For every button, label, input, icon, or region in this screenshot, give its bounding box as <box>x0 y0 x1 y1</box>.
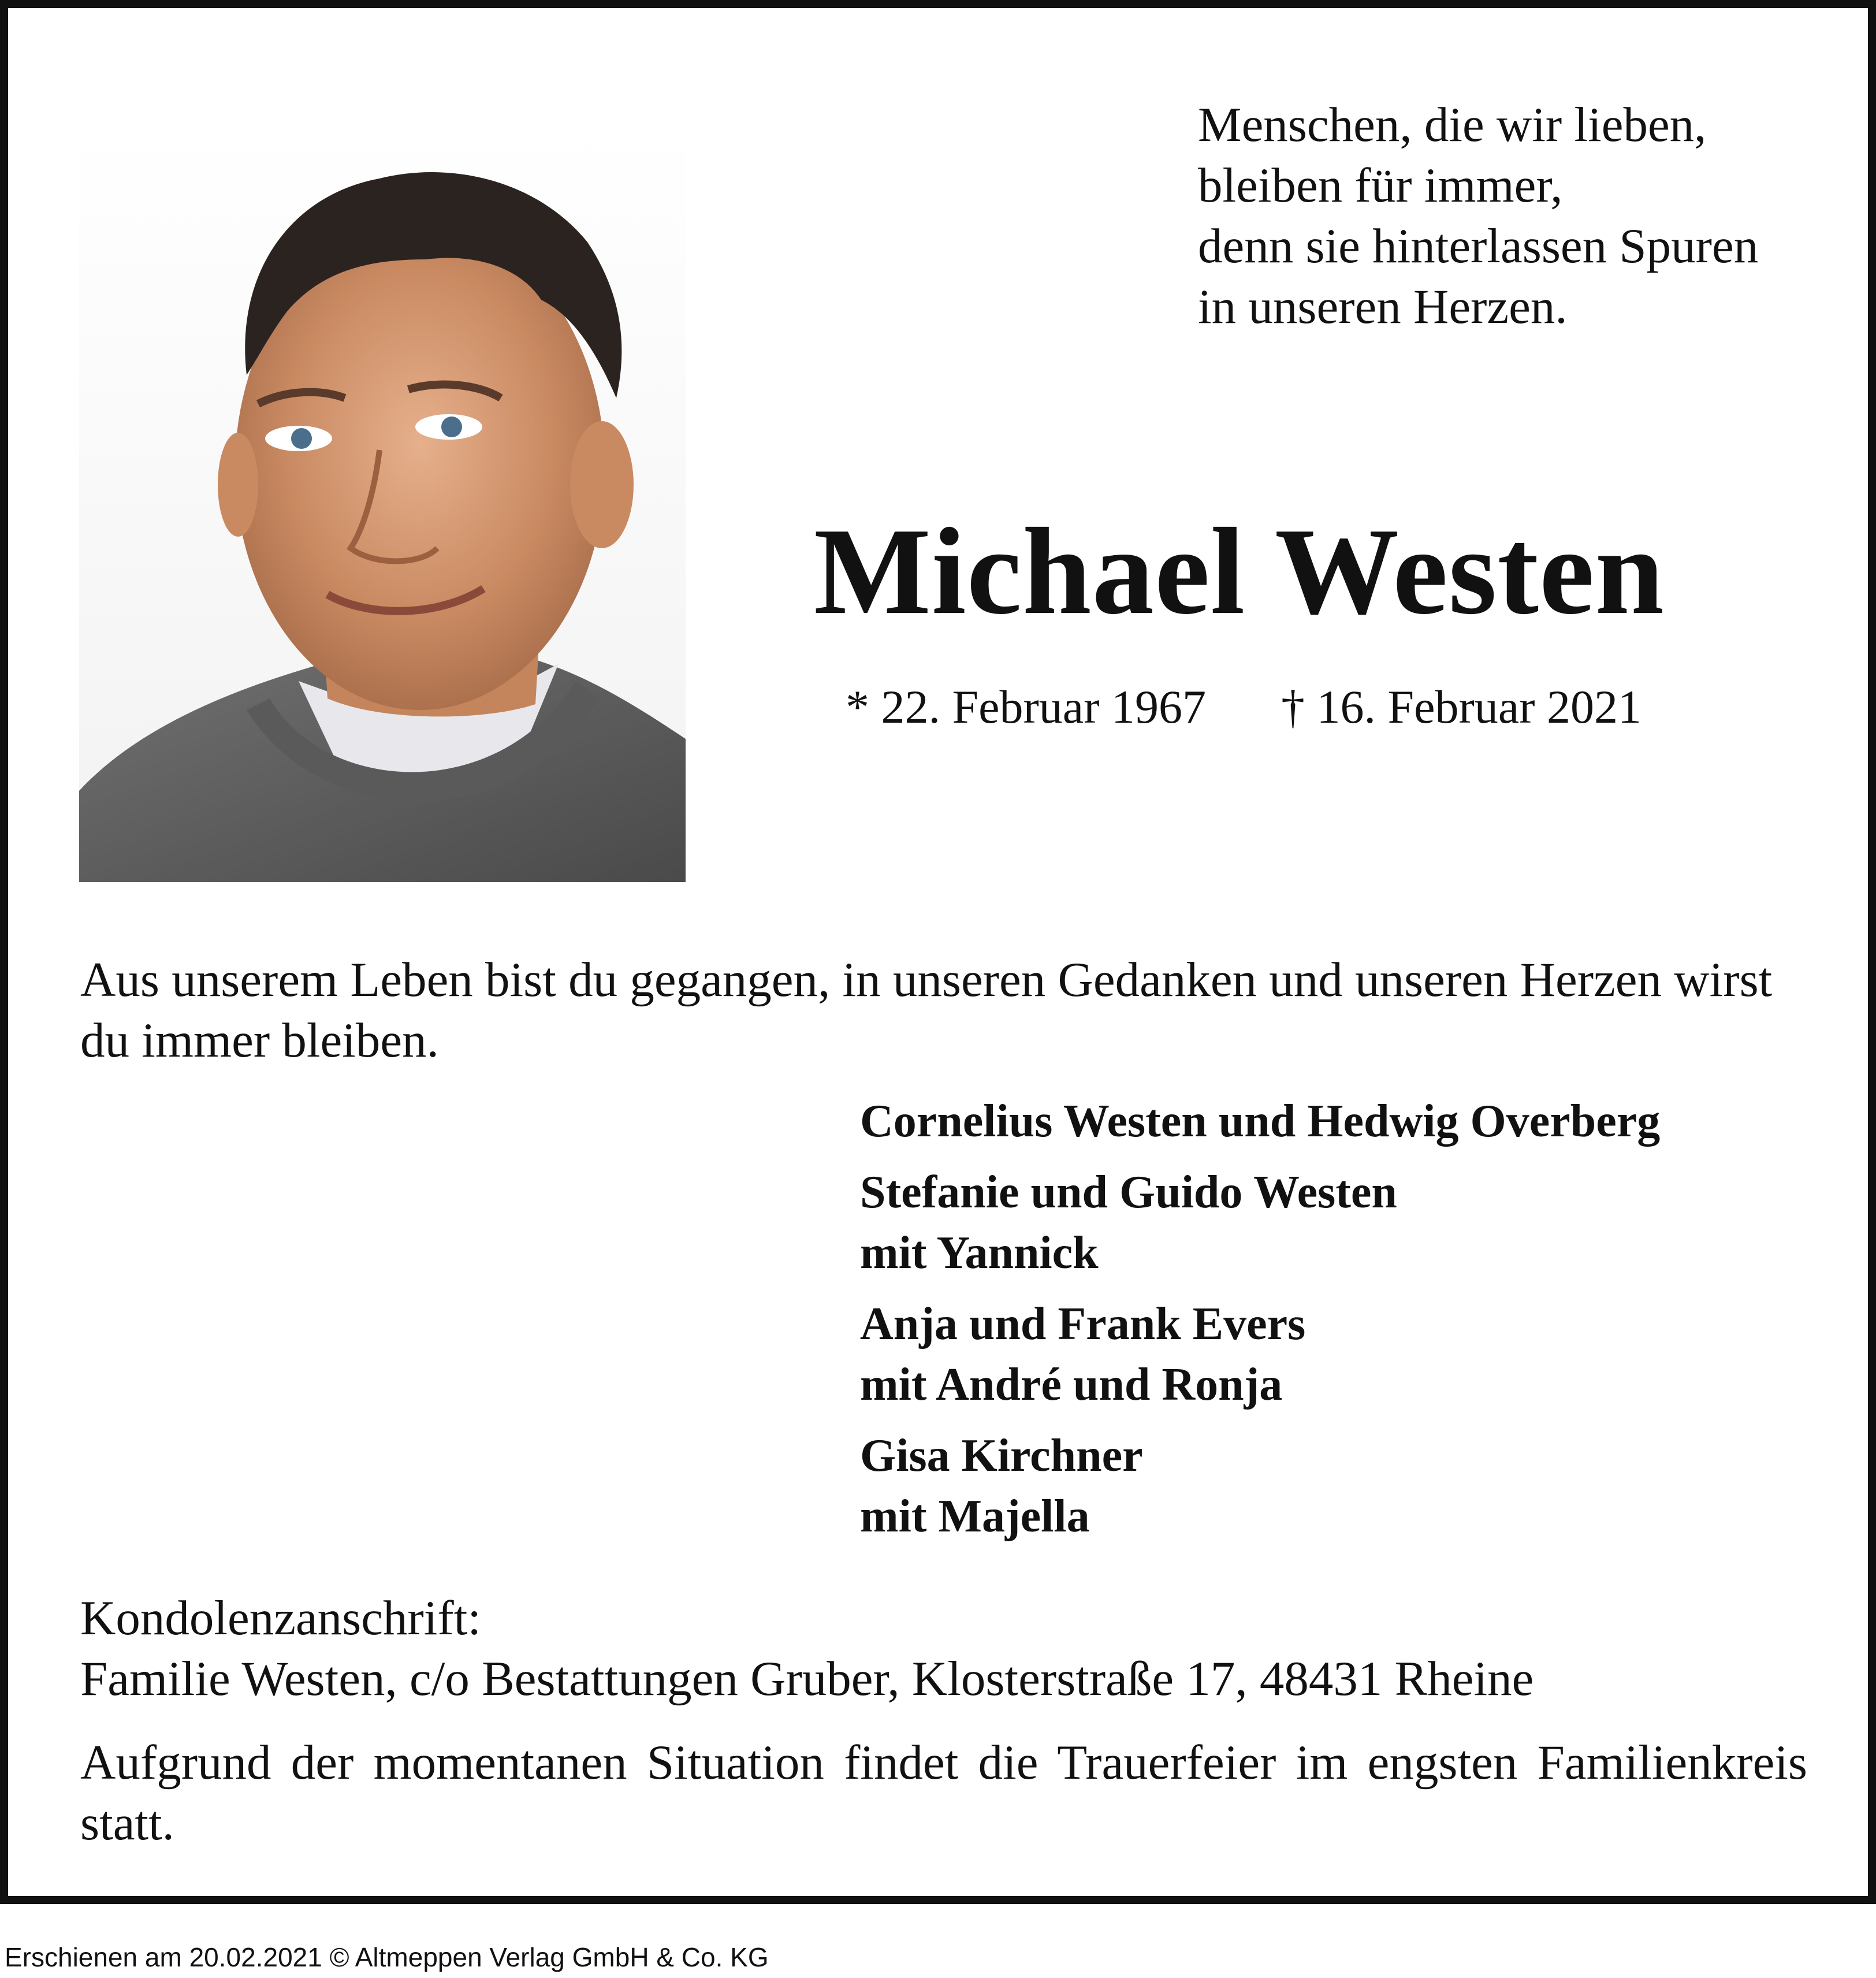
life-dates <box>846 678 1642 736</box>
family-line: mit Yannick <box>860 1228 1099 1278</box>
poem <box>1198 95 1758 337</box>
poem-line: bleiben für immer, <box>1198 158 1563 213</box>
portrait-photo <box>79 127 686 882</box>
intro-text: Aus unserem Leben bist du gegangen, in unseren Gedanken und unseren Herzen wirst du immer bleiben. <box>80 953 1773 1068</box>
deceased-name: Michael Westen <box>814 502 1665 640</box>
publication-footer: Erschienen am 20.02.2021 © Altmeppen Verlag GmbH & Co. KG <box>5 1942 769 1972</box>
family-line: mit Majella <box>860 1491 1090 1542</box>
family-group <box>860 1091 1660 1152</box>
family-group <box>860 1294 1660 1415</box>
portrait-image <box>79 127 686 882</box>
poem-line: in unseren Herzen. <box>1198 280 1568 334</box>
address-label: Kondolenzanschrift: <box>80 1591 481 1645</box>
death-date: † 16. Februar 2021 <box>1281 681 1642 733</box>
poem-line: denn sie hinterlassen Spuren <box>1198 219 1759 273</box>
family-group <box>860 1426 1660 1547</box>
family-line: Gisa Kirchner <box>860 1430 1143 1481</box>
poem-line: Menschen, die wir lieben, <box>1198 98 1707 152</box>
family-group <box>860 1162 1660 1284</box>
family-line: mit André und Ronja <box>860 1359 1283 1410</box>
address-text: Familie Westen, c/o Bestattungen Gruber, Klosterstraße 17, 48431 Rheine <box>80 1652 1534 1706</box>
family-line: Cornelius Westen und Hedwig Overberg <box>860 1096 1661 1147</box>
funeral-notice: Aufgrund der momentanen Situation findet die Trauerfeier im engsten Familienkreis statt. <box>80 1735 1807 1850</box>
family-signatures <box>860 1091 1660 1557</box>
condolence-address <box>80 1588 1533 1709</box>
birth-date: * 22. Februar 1967 <box>846 681 1207 733</box>
family-line: Stefanie und Guido Westen <box>860 1167 1397 1218</box>
family-line: Anja und Frank Evers <box>860 1299 1306 1349</box>
